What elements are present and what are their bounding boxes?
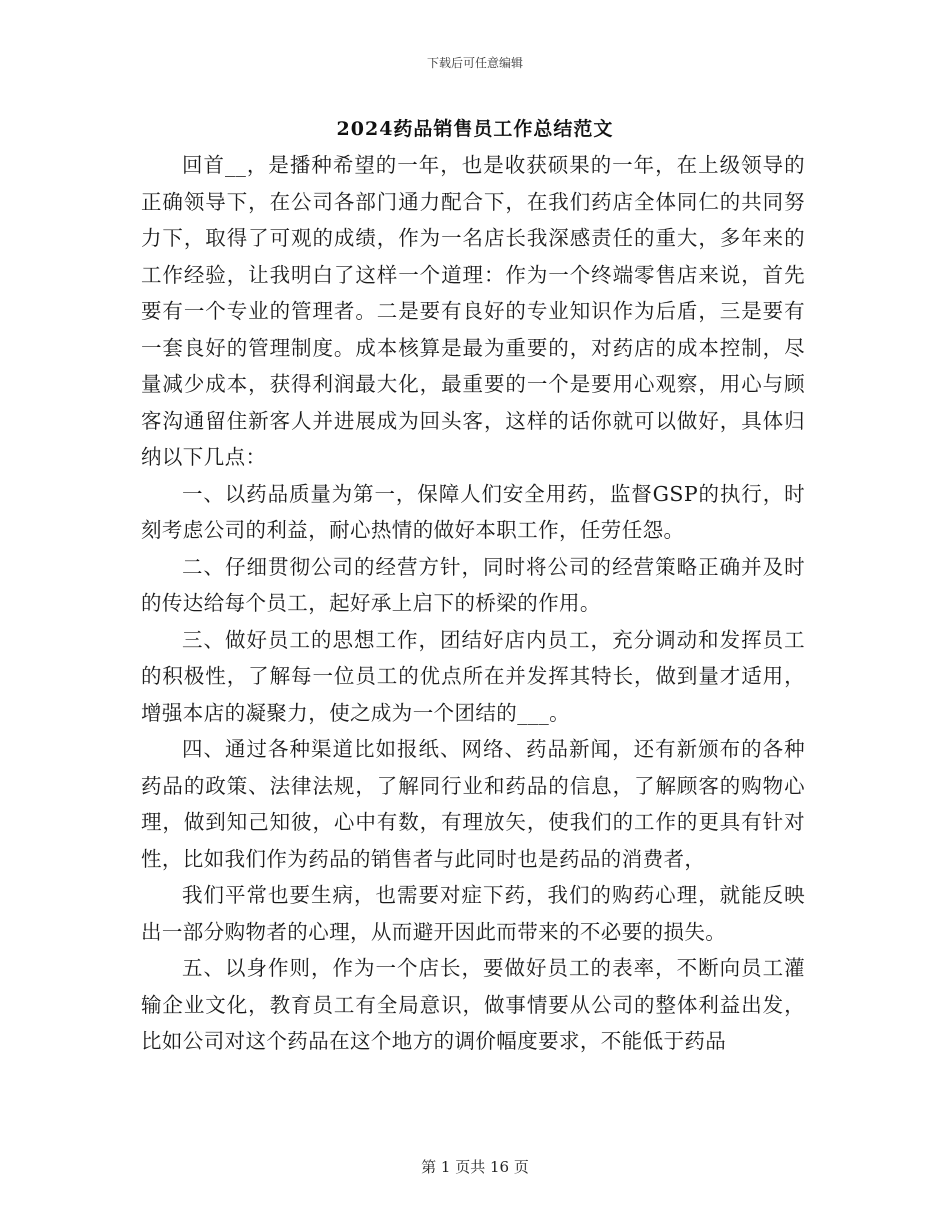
header-note: 下载后可任意编辑 [426, 56, 523, 70]
paragraph-point-4-continued: 我们平常也要生病，也需要对症下药，我们的购药心理，就能反映出一部分购物者的心理，从而避开因此而带来的不必要的损失。 [141, 883, 805, 944]
document-title: 2024药品销售员工作总结范文 [336, 118, 614, 140]
page-footer: 第 1 页共 16 页 [421, 1158, 529, 1176]
paragraph-point-5: 五、以身作则，作为一个店长，要做好员工的表率，不断向员工灌输企业文化，教育员工有全局意识，做事情要从公司的整体利益出发，比如公司对这个药品在这个地方的调价幅度要求，不能低于药品 [141, 956, 805, 1053]
paragraph-point-2: 二、仔细贯彻公司的经营方针，同时将公司的经营策略正确并及时的传达给每个员工，起好承上启下的桥梁的作用。 [141, 554, 805, 615]
paragraph-point-4: 四、通过各种渠道比如报纸、网络、药品新闻，还有新颁布的各种药品的政策、法律法规，了解同行业和药品的信息，了解顾客的购物心理，做到知己知彼，心中有数，有理放矢，使我们的工作的更具有针对性，比如我们作为药品的销售者与此同时也是药品的消费者， [141, 737, 805, 871]
document-body [141, 147, 805, 1060]
paragraph-point-3: 三、做好员工的思想工作，团结好店内员工，充分调动和发挥员工的积极性，了解每一位员工的优点所在并发挥其特长，做到量才适用，增强本店的凝聚力，使之成为一个团结的___。 [141, 627, 805, 725]
paragraph-point-1: 一、以药品质量为第一，保障人们安全用药，监督GSP的执行，时刻考虑公司的利益，耐心热情的做好本职工作，任劳任怨。 [141, 481, 805, 542]
paragraph-intro: 回首__，是播种希望的一年，也是收获硕果的一年，在上级领导的正确领导下，在公司各部门通力配合下，在我们药店全体同仁的共同努力下，取得了可观的成绩，作为一名店长我深感责任的重大，多年来的工作经验，让我明白了这样一个道理：作为一个终端零售店来说，首先要有一个专业的管理者。二是要有良好的专业知识作为后盾，三是要有一套良好的管理制度。成本核算是最为重要的，对药店的成本控制，尽量减少成本，获得利润最大化，最重要的一个是要用心观察，用心与顾客沟通留住新客人并进展成为回头客，这样的话你就可以做好，具体归纳以下几点： [141, 153, 805, 469]
